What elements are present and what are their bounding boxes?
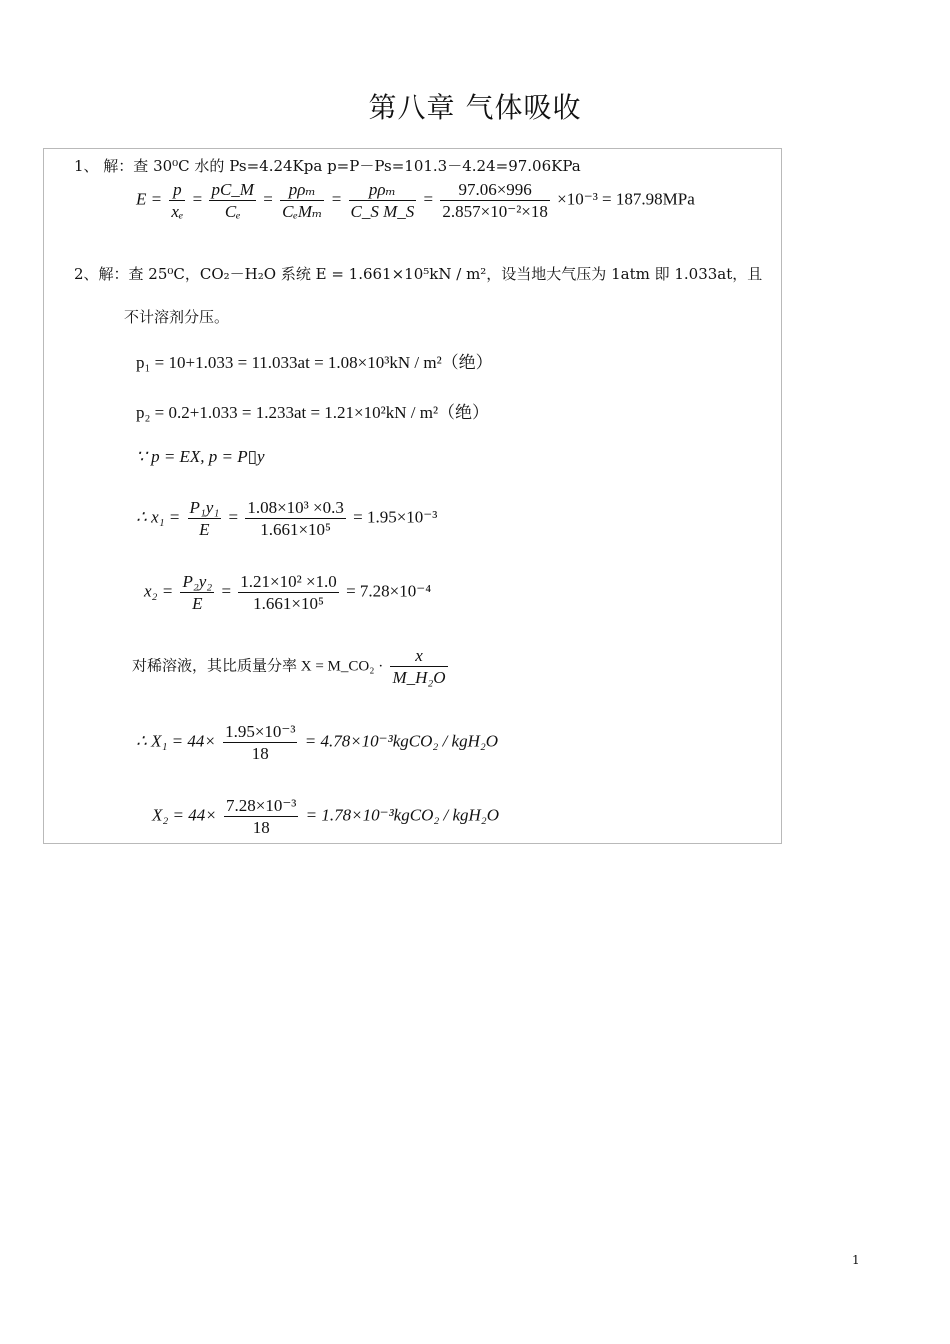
- x1-fraction-numeric: $\frac{\text{1.08×10³ ×0.3}}{\text{1.661×10⁵}}$: [247, 498, 344, 540]
- problem-1-equation: E = $\frac{p}{\text{xₑ}}$ = $\frac{pC\_M}{\text{Cₑ}}$ = $\frac{\text{pρₘ}}{\text{CₑMₘ}}$ = $\frac{\text{pρₘ}}{\text{C\_S M\_S}}$ = $\frac{97.06\times 996}{\text{2.857×10⁻²×18}}$ ×10⁻³ = 187.98MPa: [136, 180, 695, 222]
- fraction-4: $\frac{\text{pρₘ}}{\text{C\_S M\_S}}$: [350, 180, 415, 222]
- X2-fraction: $\frac{\text{7.28×10⁻³}}{18}$: [226, 796, 297, 838]
- x2-fraction-symbolic: $\frac{\text{P₂y₂}}{E}$: [182, 572, 213, 614]
- x1-equation: ∴ x₁ = $\frac{\text{P₁y₁}}{E}$ = $\frac{\text{1.08×10³ ×0.3}}{\text{1.661×10⁵}}$ = 1.95×10⁻³: [136, 498, 438, 540]
- ratio-definition: 对稀溶液，其比质量分率 X = M_CO₂ · $\frac{x}{\text{M\_H₂O}}$: [132, 646, 446, 688]
- fraction-3: $\frac{\text{pρₘ}}{\text{CₑMₘ}}$: [282, 180, 323, 222]
- fraction-1: $\frac{p}{\text{xₑ}}$: [171, 180, 184, 222]
- X1-fraction: $\frac{\text{1.95×10⁻³}}{18}$: [225, 722, 296, 764]
- x2-equation: x₂ = $\frac{\text{P₂y₂}}{E}$ = $\frac{\text{1.21×10² ×1.0}}{\text{1.661×10⁵}}$ = 7.28×10⁻⁴: [144, 572, 432, 614]
- problem-1-line: 1、 解：查 30⁰C 水的 Ps=4.24Kpa p=P－Ps=101.3－4.24=97.06KPa: [74, 157, 581, 175]
- x1-fraction-symbolic: $\frac{\text{P₁y₁}}{E}$: [189, 498, 220, 540]
- p2-equation: p₂ = 0.2+1.033 = 1.233at = 1.21×10²kN / m²（绝）: [136, 403, 490, 422]
- X2-equation: X₂ = 44× $\frac{\text{7.28×10⁻³}}{18}$ = 1.78×10⁻³kgCO₂ / kgH₂O: [152, 796, 499, 838]
- x2-fraction-numeric: $\frac{\text{1.21×10² ×1.0}}{\text{1.661×10⁵}}$: [240, 572, 337, 614]
- ratio-fraction: $\frac{x}{\text{M\_H₂O}}$: [392, 646, 446, 688]
- X1-equation: ∴ X₁ = 44× $\frac{\text{1.95×10⁻³}}{18}$ = 4.78×10⁻³kgCO₂ / kgH₂O: [136, 722, 499, 764]
- fraction-5: $\frac{97.06\times 996}{\text{2.857×10⁻²×18}}$: [442, 180, 548, 222]
- eq-lhs: E =: [136, 189, 163, 209]
- because-line: ∵ p = EX, p = P▯y: [136, 447, 265, 466]
- page-title: 第八章 气体吸收: [368, 91, 582, 124]
- eq-tail: ×10⁻³ = 187.98MPa: [557, 189, 695, 209]
- solution-box: [43, 148, 782, 844]
- p1-equation: p₁ = 10+1.033 = 11.033at = 1.08×10³kN / m²（绝）: [136, 353, 493, 372]
- fraction-2: $\frac{pC\_M}{\text{Cₑ}}$: [211, 180, 254, 222]
- problem-2-line-2: 不计溶剂分压。: [124, 308, 230, 326]
- problem-2-line-1: 2、解：查 25⁰C，CO₂－H₂O 系统 E = 1.661×10⁵kN / m²，设当地大气压为 1atm 即 1.033at，且: [74, 265, 763, 283]
- page-number: 1: [852, 1253, 860, 1267]
